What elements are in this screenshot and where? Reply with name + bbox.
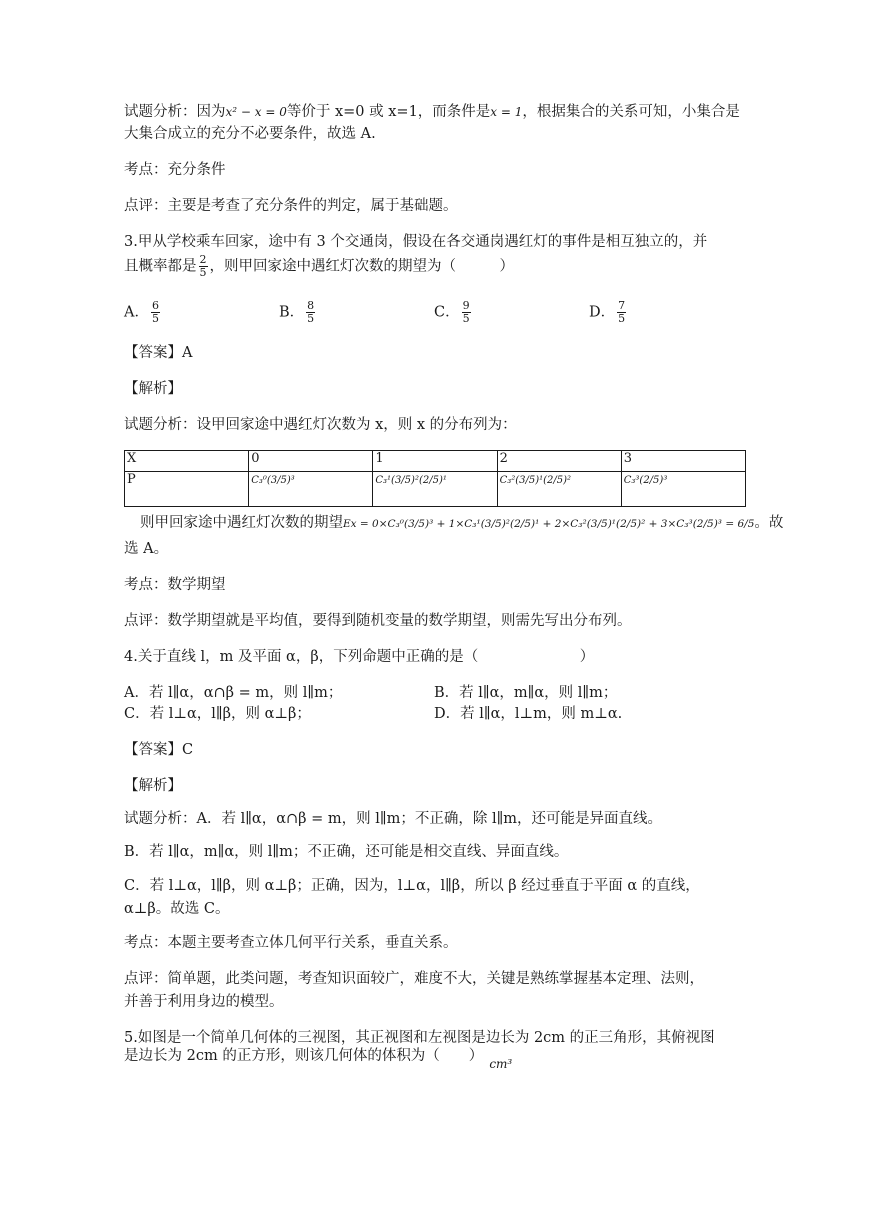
q4-answer: 【答案】C — [124, 742, 194, 758]
q4-analysis-a: 试题分析：A．若 l∥α，α∩β = m，则 l∥m；不正确，除 l∥m，还可能是异面直线。 — [124, 811, 663, 827]
prob-formula: C₃³(2/5)³ — [623, 475, 668, 486]
q3-expectation-line2: 选 A。 — [124, 541, 169, 557]
table-cell — [621, 472, 745, 507]
q3-option-a — [124, 300, 162, 325]
table-row — [125, 451, 746, 472]
q3-kaodian: 考点：数学期望 — [124, 577, 226, 593]
text: ，根据集合的关系可知，小集合是 — [522, 104, 740, 120]
q4-option-a: A．若 l∥α，α∩β = m，则 l∥m； — [124, 685, 343, 701]
denominator: 5 — [151, 312, 159, 325]
text: ，则甲回家途中遇红灯次数的期望为（ ） — [209, 258, 514, 275]
option-fraction — [617, 300, 626, 325]
q4-analysis-c2: α⊥β。故选 C。 — [124, 901, 230, 917]
q3-answer: 【答案】A — [124, 345, 193, 361]
q2-analysis-line2: 大集合成立的充分不必要条件，故选 A. — [124, 126, 376, 142]
q2-analysis-line1 — [124, 101, 746, 123]
q3-pingyu: 点评：数学期望就是平均值，要得到随机变量的数学期望，则需先写出分布列。 — [124, 613, 632, 629]
text: 等价于 x=0 或 x=1，而条件是 — [286, 104, 491, 120]
distribution-table — [124, 450, 746, 507]
table-cell — [249, 472, 373, 507]
table-cell: X — [125, 451, 249, 472]
q3-option-c — [434, 300, 473, 325]
prob-formula: C₃⁰(3/5)³ — [251, 475, 295, 486]
table-cell: 1 — [373, 451, 497, 472]
table-row — [125, 472, 746, 507]
denominator: 5 — [618, 312, 626, 325]
q4-kaodian: 考点：本题主要考查立体几何平行关系，垂直关系。 — [124, 935, 458, 951]
text: 试题分析：因为 — [124, 104, 226, 120]
q3-option-d — [589, 300, 628, 325]
math: x = 1 — [490, 105, 523, 119]
table-cell: 0 — [249, 451, 373, 472]
expectation-formula: Ex = 0×C₃⁰(3/5)³ + 1×C₃¹(3/5)²(2/5)¹ + 2×C₃²(3/5)¹(2/5)² + 3×C₃³(2/5)³ = 6/5 — [343, 518, 755, 530]
q4-analysis-b: B．若 l∥α，m∥α，则 l∥m；不正确，还可能是相交直线、异面直线。 — [124, 844, 569, 860]
prob-formula: C₃²(3/5)¹(2/5)² — [499, 475, 572, 486]
denominator: 5 — [199, 266, 207, 279]
text: 则甲回家途中遇红灯次数的期望 — [140, 515, 343, 531]
numerator: 7 — [618, 299, 626, 312]
q5-stem-line1: 5.如图是一个简单几何体的三视图，其正视图和左视图是边长为 2cm 的正三角形，其俯视图 — [124, 1030, 715, 1046]
option-label: A． — [124, 304, 149, 321]
table-cell — [373, 472, 497, 507]
denominator: 5 — [307, 312, 315, 325]
q4-analysis-c1: C．若 l⊥α，l∥β，则 α⊥β；正确，因为，l⊥α，l∥β，所以 β 经过垂直于平面 α 的直线， — [124, 878, 700, 894]
text: 是边长为 2cm 的正方形，则该几何体的体积为（ ） — [124, 1048, 484, 1064]
q4-jiexi: 【解析】 — [124, 778, 182, 794]
q3-jiexi: 【解析】 — [124, 381, 182, 397]
table-cell — [497, 472, 621, 507]
text: 且概率都是 — [124, 258, 197, 275]
q4-pingyu-line2: 并善于利用身边的模型。 — [124, 994, 284, 1010]
numerator: 8 — [307, 299, 315, 312]
q4-option-c: C．若 l⊥α，l∥β，则 α⊥β； — [124, 706, 311, 722]
q3-stem-line1: 3.甲从学校乘车回家，途中有 3 个交通岗，假设在各交通岗遇红灯的事件是相互独立的，并 — [124, 234, 708, 250]
option-fraction — [462, 300, 471, 325]
q3-option-b — [279, 300, 317, 325]
numerator: 9 — [462, 299, 470, 312]
q3-expectation-line1 — [140, 512, 784, 535]
math: x² − x = 0 — [225, 105, 287, 119]
prob-fraction — [199, 254, 208, 279]
option-label: C． — [434, 304, 460, 321]
prob-formula: C₃¹(3/5)²(2/5)¹ — [375, 475, 447, 486]
numerator: 2 — [199, 253, 207, 266]
numerator: 6 — [151, 299, 159, 312]
table-cell: 3 — [621, 451, 745, 472]
text: 。故 — [754, 515, 784, 531]
option-label: D． — [589, 304, 616, 321]
q5-stem-line2 — [124, 1045, 746, 1071]
option-fraction — [306, 300, 315, 325]
denominator: 5 — [462, 312, 470, 325]
q3-stem-line2 — [124, 254, 746, 279]
q2-kaodian: 考点：充分条件 — [124, 162, 226, 178]
q4-option-b: B．若 l∥α，m∥α，则 l∥m； — [434, 685, 618, 701]
q4-pingyu-line1: 点评：简单题，此类问题，考查知识面较广，难度不大，关键是熟练掌握基本定理、法则， — [124, 971, 704, 987]
option-fraction — [151, 300, 160, 325]
q4-option-d: D．若 l∥α，l⊥m，则 m⊥α. — [434, 706, 623, 722]
q4-stem: 4.关于直线 l，m 及平面 α，β，下列命题中正确的是（ ） — [124, 649, 595, 665]
option-label: B． — [279, 304, 305, 321]
unit: cm³ — [489, 1057, 513, 1071]
table-cell: 2 — [497, 451, 621, 472]
q2-pingyu: 点评：主要是考查了充分条件的判定，属于基础题。 — [124, 198, 458, 214]
q3-analysis: 试题分析：设甲回家途中遇红灯次数为 x，则 x 的分布列为： — [124, 417, 517, 433]
table-cell: P — [125, 472, 249, 507]
